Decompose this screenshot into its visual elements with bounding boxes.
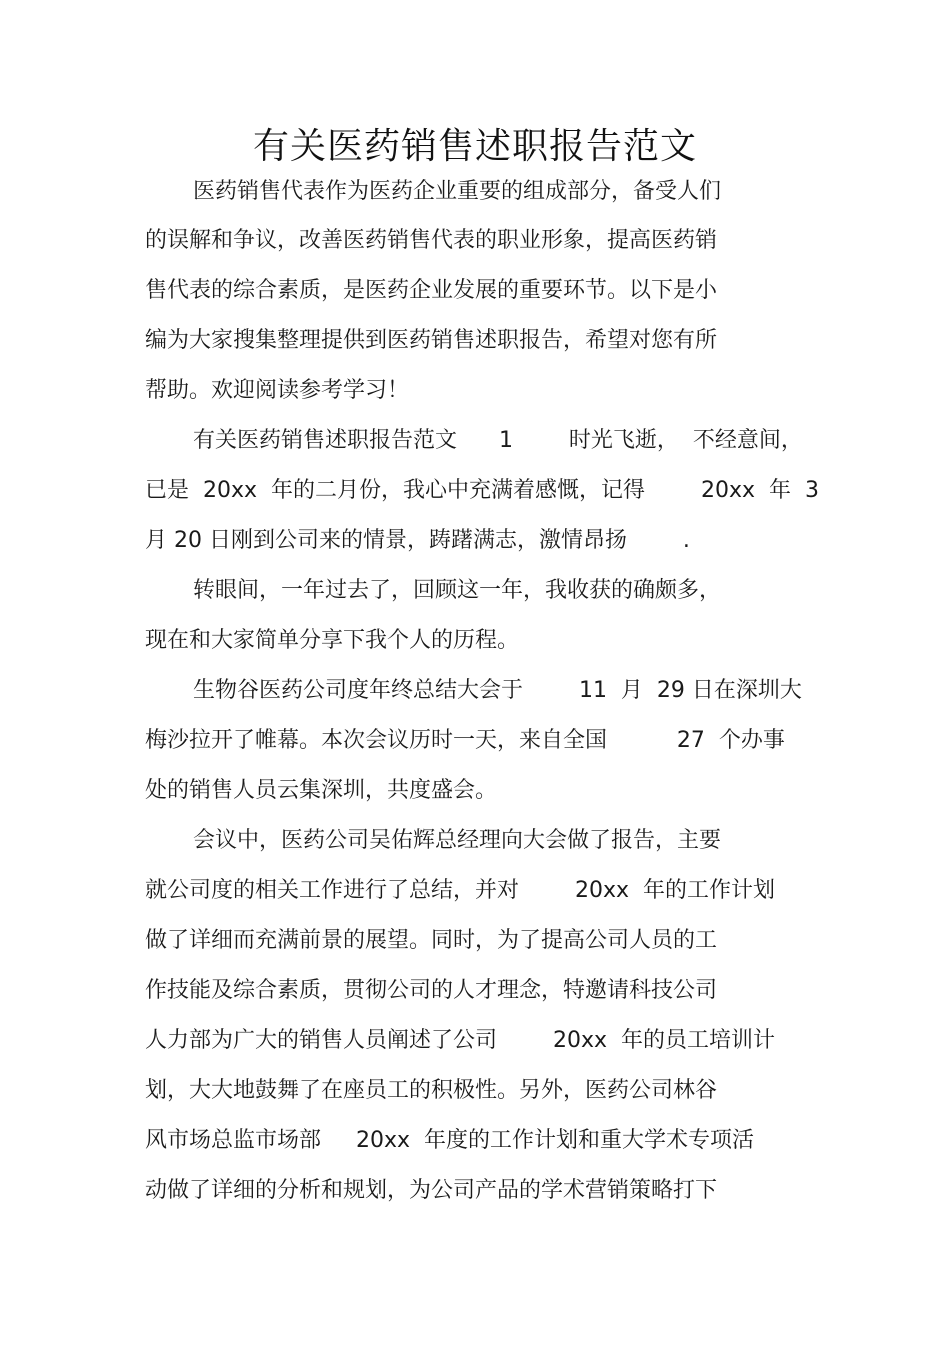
- paragraph-line: 会议中，医药公司吴佑辉总经理向大会做了报告，主要: [193, 828, 722, 853]
- paragraph-line: 作技能及综合素质，贯彻公司的人才理念，特邀请科技公司: [145, 978, 718, 1003]
- paragraph-line: 编为大家搜集整理提供到医药销售述职报告，希望对您有所: [145, 328, 718, 353]
- paragraph-line: 就公司度的相关工作进行了总结，并对 20xx 年的工作计划: [145, 878, 775, 903]
- paragraph-line: 划，大大地鼓舞了在座员工的积极性。另外，医药公司林谷: [145, 1078, 718, 1103]
- paragraph-line: 做了详细而充满前景的展望。同时，为了提高公司人员的工: [145, 928, 718, 953]
- paragraph-line: 售代表的综合素质，是医药企业发展的重要环节。以下是小: [145, 278, 718, 303]
- paragraph-line: 生物谷医药公司度年终总结大会于 11 月 29 日在深圳大: [193, 678, 802, 703]
- paragraph-line: 已是 20xx 年的二月份，我心中充满着感慨，记得 20xx 年 3: [145, 478, 819, 503]
- paragraph-line: 梅沙拉开了帷幕。本次会议历时一天，来自全国 27 个办事: [145, 728, 785, 753]
- paragraph-line: 现在和大家简单分享下我个人的历程。: [145, 628, 520, 653]
- paragraph-line: 动做了详细的分析和规划，为公司产品的学术营销策略打下: [145, 1178, 718, 1203]
- paragraph-line: 转眼间，一年过去了，回顾这一年，我收获的确颇多，: [193, 578, 722, 603]
- paragraph-line: 医药销售代表作为医药企业重要的组成部分，备受人们: [193, 179, 722, 204]
- paragraph-line: 风市场总监市场部 20xx 年度的工作计划和重大学术专项活: [145, 1128, 754, 1153]
- paragraph-line: 月 20 日刚到公司来的情景，踌躇满志，激情昂扬 .: [145, 528, 690, 553]
- paragraph-line: 有关医药销售述职报告范文 1 时光飞逝， 不经意间，: [193, 428, 803, 453]
- document-title: 有关医药销售述职报告范文: [252, 126, 697, 167]
- paragraph-line: 的误解和争议，改善医药销售代表的职业形象，提高医药销: [145, 228, 718, 253]
- paragraph-line: 人力部为广大的销售人员阐述了公司 20xx 年的员工培训计: [145, 1028, 775, 1053]
- paragraph-line: 帮助。欢迎阅读参考学习！: [145, 378, 410, 403]
- paragraph-line: 处的销售人员云集深圳，共度盛会。: [145, 778, 498, 803]
